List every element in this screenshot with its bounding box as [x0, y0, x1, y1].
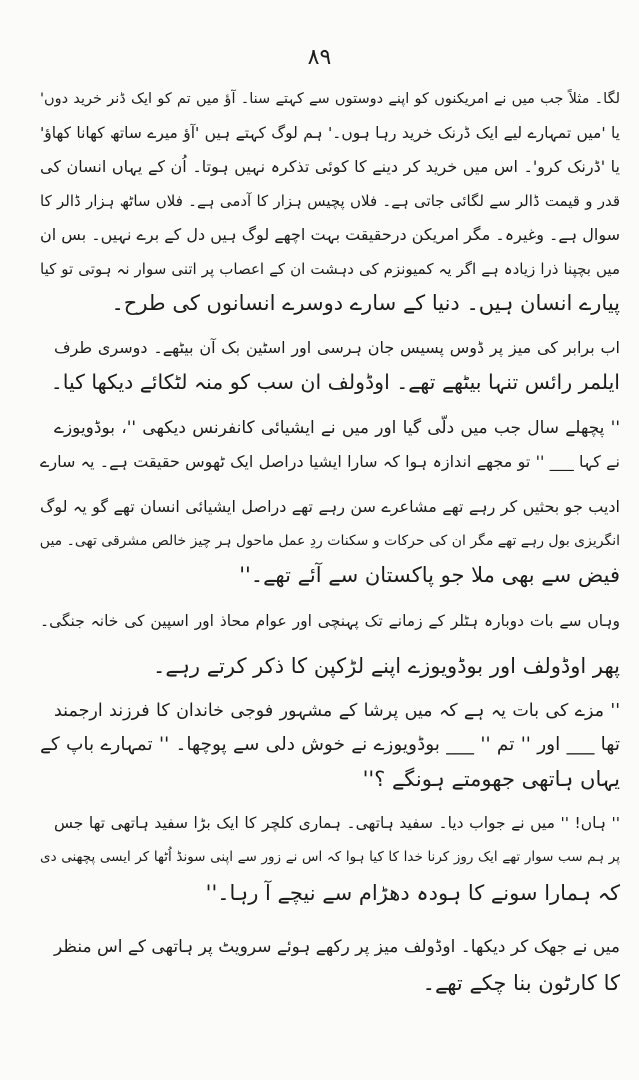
- text-line: یا 'ڈرنک کرو'۔ اس میں خرید کر دینے کا کوئی تذکرہ نہیں ہوتا۔ اُن کے یہاں انسان کی: [40, 157, 620, 176]
- text-line: میں نے جھک کر دیکھا۔ اوڈولف میز پر رکھے ہوئے سرویٹ پر ہاتھی کے اس منظر: [54, 937, 620, 957]
- text-line: وہاں سے بات دوبارہ ہٹلر کے زمانے تک پہنچی اور عوام محاذ اور اسپین کی خانہ جنگی۔: [40, 612, 620, 630]
- text-line: یہاں ہاتھی جھومتے ہونگے ؟'': [362, 767, 620, 791]
- text-line: انگریزی بول رہے تھے مگر ان کی حرکات و سکنات ردِ عمل ماحول ہر چیز خالص مشرقی تھی۔ میں: [39, 533, 620, 549]
- text-line: نے کہا ___ '' تو مجھے اندازہ ہوا کہ سارا ایشیا دراصل ایک ٹھوس حقیقت ہے۔ یہ سارے: [40, 452, 620, 471]
- text-line: ایلمر رائس تنہا بیٹھے تھے۔ اوڈولف ان سب کو منہ لٹکائے دیکھا کیا۔: [50, 370, 620, 394]
- text-line: پیارے انسان ہیں۔ دنیا کے سارے دوسرے انسانوں کی طرح۔: [111, 291, 620, 315]
- page-number: ۸۹: [307, 45, 332, 70]
- text-line: تھا ___ اور '' تم '' ___ بوڈویوزے نے خوش دلی سے پوچھا۔ '' تمہارے باپ کے: [40, 734, 620, 755]
- text-line: پھر اوڈولف اور بوڈویوزے اپنے لڑکپن کا ذکر کرتے رہے۔: [153, 654, 620, 678]
- text-line: ادیب جو بحثیں کر رہے تھے مشاعرے سن رہے تھے دراصل ایشیائی انسان تھے گو یہ لوگ: [40, 497, 620, 516]
- text-line: میں بچپنا ذرا زیادہ ہے اگر یہ کمیونزم کی دہشت ان کے اعصاب پر اتنی سوار نہ ہوتی تو کیا: [40, 260, 620, 278]
- text-line: '' ہاں! '' میں نے جواب دیا۔ سفید ہاتھی۔ ہماری کلچر کا ایک بڑا سفید ہاتھی تھا جس: [54, 814, 620, 832]
- text-line: فیض سے بھی ملا جو پاکستان سے آئے تھے۔'': [239, 563, 620, 587]
- text-line: اب برابر کی میز پر ڈوس پسیس جان ہرسی اور اسٹین بک آن بیٹھے۔ دوسری طرف: [54, 338, 620, 357]
- text-line: لگا۔ مثلاً جب میں نے امریکنوں کو اپنے دوستوں سے کہتے سنا۔ آؤ میں تم کو ایک ڈنر خرید دوں': [40, 91, 620, 107]
- text-line: سوال ہے۔ وغیرہ۔ مگر امریکن درحقیقت بہت اچھے لوگ ہیں دل کے برے نہیں۔ بس ان: [40, 225, 620, 244]
- text-line: یا 'میں تمہارے لیے ایک ڈرنک خرید رہا ہوں۔' ہم لوگ کہتے ہیں 'آؤ میرے ساتھ کھانا کھاؤ': [40, 124, 620, 142]
- text-line: '' پچھلے سال جب میں دلّی گیا اور میں نے ایشیائی کانفرنس دیکھی ''، بوڈویوزے: [54, 418, 620, 438]
- text-line: کا کارٹون بنا چکے تھے۔: [422, 971, 620, 995]
- text-line: قدر و قیمت ڈالر سے لگائی جاتی ہے۔ فلاں پچیس ہزار کا آدمی ہے۔ فلاں ساٹھ ہزار ڈالر کا: [40, 192, 620, 210]
- text-line: کہ ہمارا سونے کا ہودہ دھڑام سے نیچے آ رہا۔'': [205, 881, 620, 905]
- text-line: '' مزے کی بات یہ ہے کہ میں پرشا کے مشہور فوجی خاندان کا فرزند ارجمند: [54, 701, 620, 721]
- text-line: پر ہم سب سوار تھے ایک روز کرنا خدا کا کیا ہوا کہ اس نے زور سے اپنی سونڈ اُٹھا کر ایسی پچھنی دی: [40, 849, 620, 865]
